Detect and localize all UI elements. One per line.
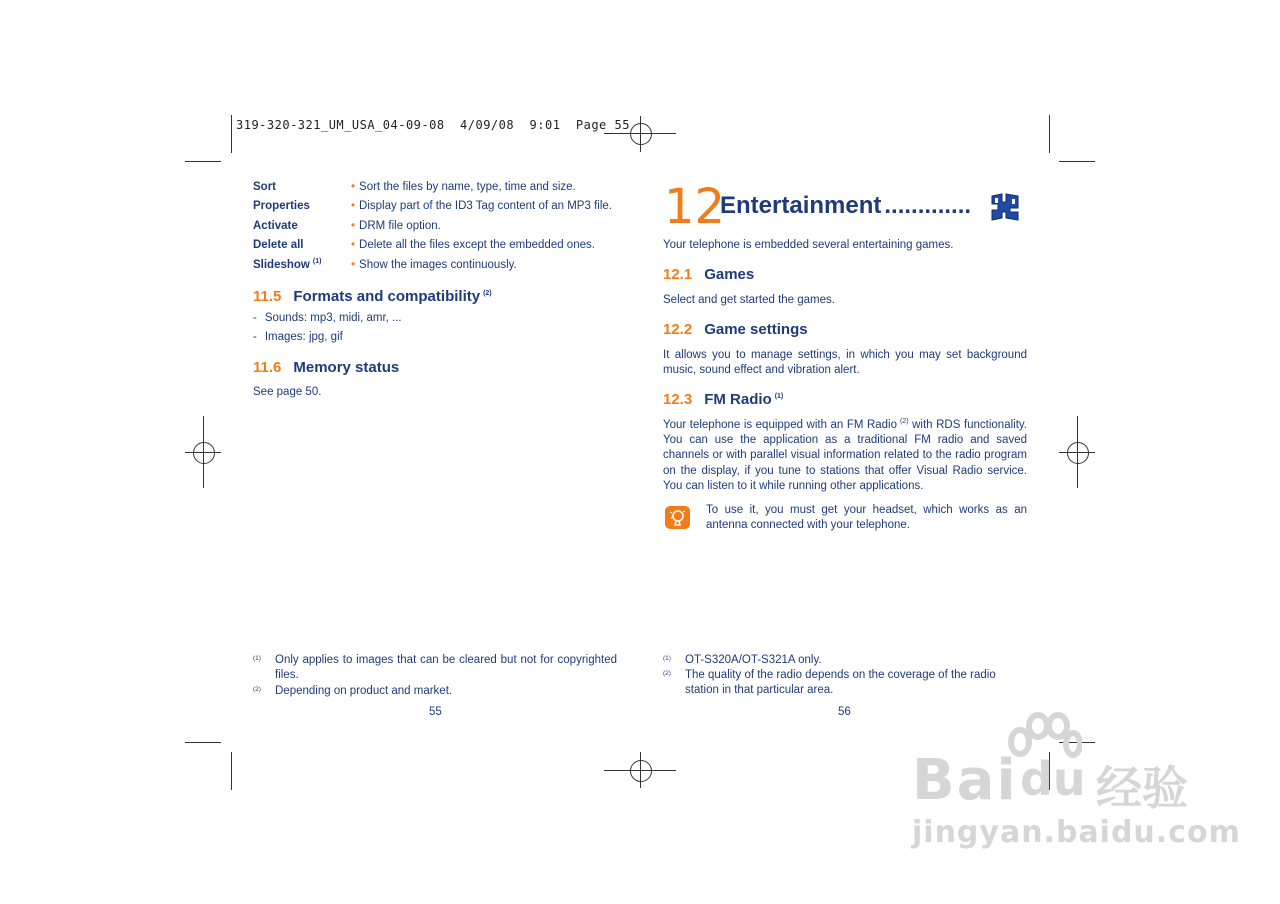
chapter-number: 12 <box>664 179 726 235</box>
footnote-ref: (2) <box>483 290 492 297</box>
watermark-brand-cn: 经验 <box>1096 761 1188 815</box>
page-number: 55 <box>429 706 442 718</box>
option-desc: Show the images continuously. <box>359 259 517 271</box>
list-item: - Sounds: mp3, midi, amr, ... <box>253 312 402 324</box>
bullet-icon: • <box>351 200 356 212</box>
option-row <box>253 239 623 258</box>
section-number: 11.6 <box>253 359 282 376</box>
section-title: Memory status <box>293 359 400 376</box>
body-text: Select and get started the games. <box>663 294 835 306</box>
option-desc: DRM file option. <box>359 220 441 232</box>
option-row <box>253 259 623 278</box>
footnote-ref: (1) <box>774 393 784 400</box>
section-title: FM Radio <box>704 391 772 408</box>
chapter-intro: Your telephone is embedded several entertaining games. <box>663 239 954 251</box>
option-desc: Display part of the ID3 Tag content of an MP3 file. <box>359 200 612 212</box>
footnote: (2) Depending on product and market. <box>253 685 453 697</box>
section-heading <box>663 391 783 408</box>
footnote-ref: (1) <box>312 258 322 266</box>
section-heading <box>253 359 399 376</box>
section-number: 12.3 <box>663 391 693 408</box>
bullet-icon: • <box>351 220 356 232</box>
body-text: Your telephone is equipped with an FM Radio $^{(2)}$ with RDS functionality. You can use the application as a traditional FM radio and saved channels or with parallel visual information related to the radio program on the display, if you tune to stations that offer Visual Radio service. You can listen to it while running other applications. <box>663 418 1027 492</box>
footnote-ref: (2) <box>900 418 909 426</box>
section-heading <box>253 288 492 305</box>
option-row <box>253 181 623 200</box>
section-heading <box>663 266 754 283</box>
lightbulb-icon <box>665 506 690 529</box>
option-term: Sort <box>253 181 276 193</box>
crop-line <box>1059 161 1095 162</box>
page-number: 56 <box>838 706 851 718</box>
list-item: - Images: jpg, gif <box>253 331 343 343</box>
section-title: Games <box>704 266 755 283</box>
footnote: (1) Only applies to images that can be cleared but not for copyrighted files. <box>253 654 617 682</box>
footnote: (1) OT-S320A/OT-S321A only. <box>663 654 822 666</box>
crop-line <box>231 115 232 153</box>
section-number: 12.2 <box>663 321 693 338</box>
crop-line <box>1049 115 1050 153</box>
body-text: It allows you to manage settings, in which you may set background music, sound effect and vibration alert. <box>663 349 1027 377</box>
option-term: Delete all <box>253 239 304 251</box>
section-title: Formats and compatibility <box>293 288 481 305</box>
bullet-icon: • <box>351 181 356 193</box>
option-row <box>253 220 623 239</box>
section-title: Game settings <box>704 321 808 338</box>
option-row <box>253 200 623 219</box>
section-heading <box>663 321 808 338</box>
option-term: Properties <box>253 200 310 212</box>
tip-text: To use it, you must get your headset, which works as an antenna connected with your telephone. <box>706 504 1027 532</box>
crop-line <box>185 742 221 743</box>
body-text: See page 50. <box>253 386 322 398</box>
watermark-brand-left: Bai <box>912 748 1018 813</box>
crop-line <box>185 161 221 162</box>
option-desc: Sort the files by name, type, time and size. <box>359 181 576 193</box>
crop-line <box>231 752 232 790</box>
chapter-title: Entertainment ............. <box>720 192 972 219</box>
option-term: Activate <box>253 220 298 232</box>
footnote: (2) The quality of the radio depends on the coverage of the radio station in that particular area. <box>663 669 996 697</box>
watermark-brand-right: du <box>1020 752 1086 806</box>
watermark-url: jingyan.baidu.com <box>912 815 1241 850</box>
bullet-icon: • <box>351 239 356 251</box>
print-slug: 319-320-321_UM_USA_04-09-08 4/09/08 9:01 Page 55 <box>236 118 630 132</box>
section-number: 12.1 <box>663 266 693 283</box>
bullet-icon: • <box>351 259 356 271</box>
option-term: Slideshow <box>253 259 310 271</box>
puzzle-icon <box>990 192 1020 222</box>
section-number: 11.5 <box>253 288 282 305</box>
option-desc: Delete all the files except the embedded ones. <box>359 239 595 251</box>
